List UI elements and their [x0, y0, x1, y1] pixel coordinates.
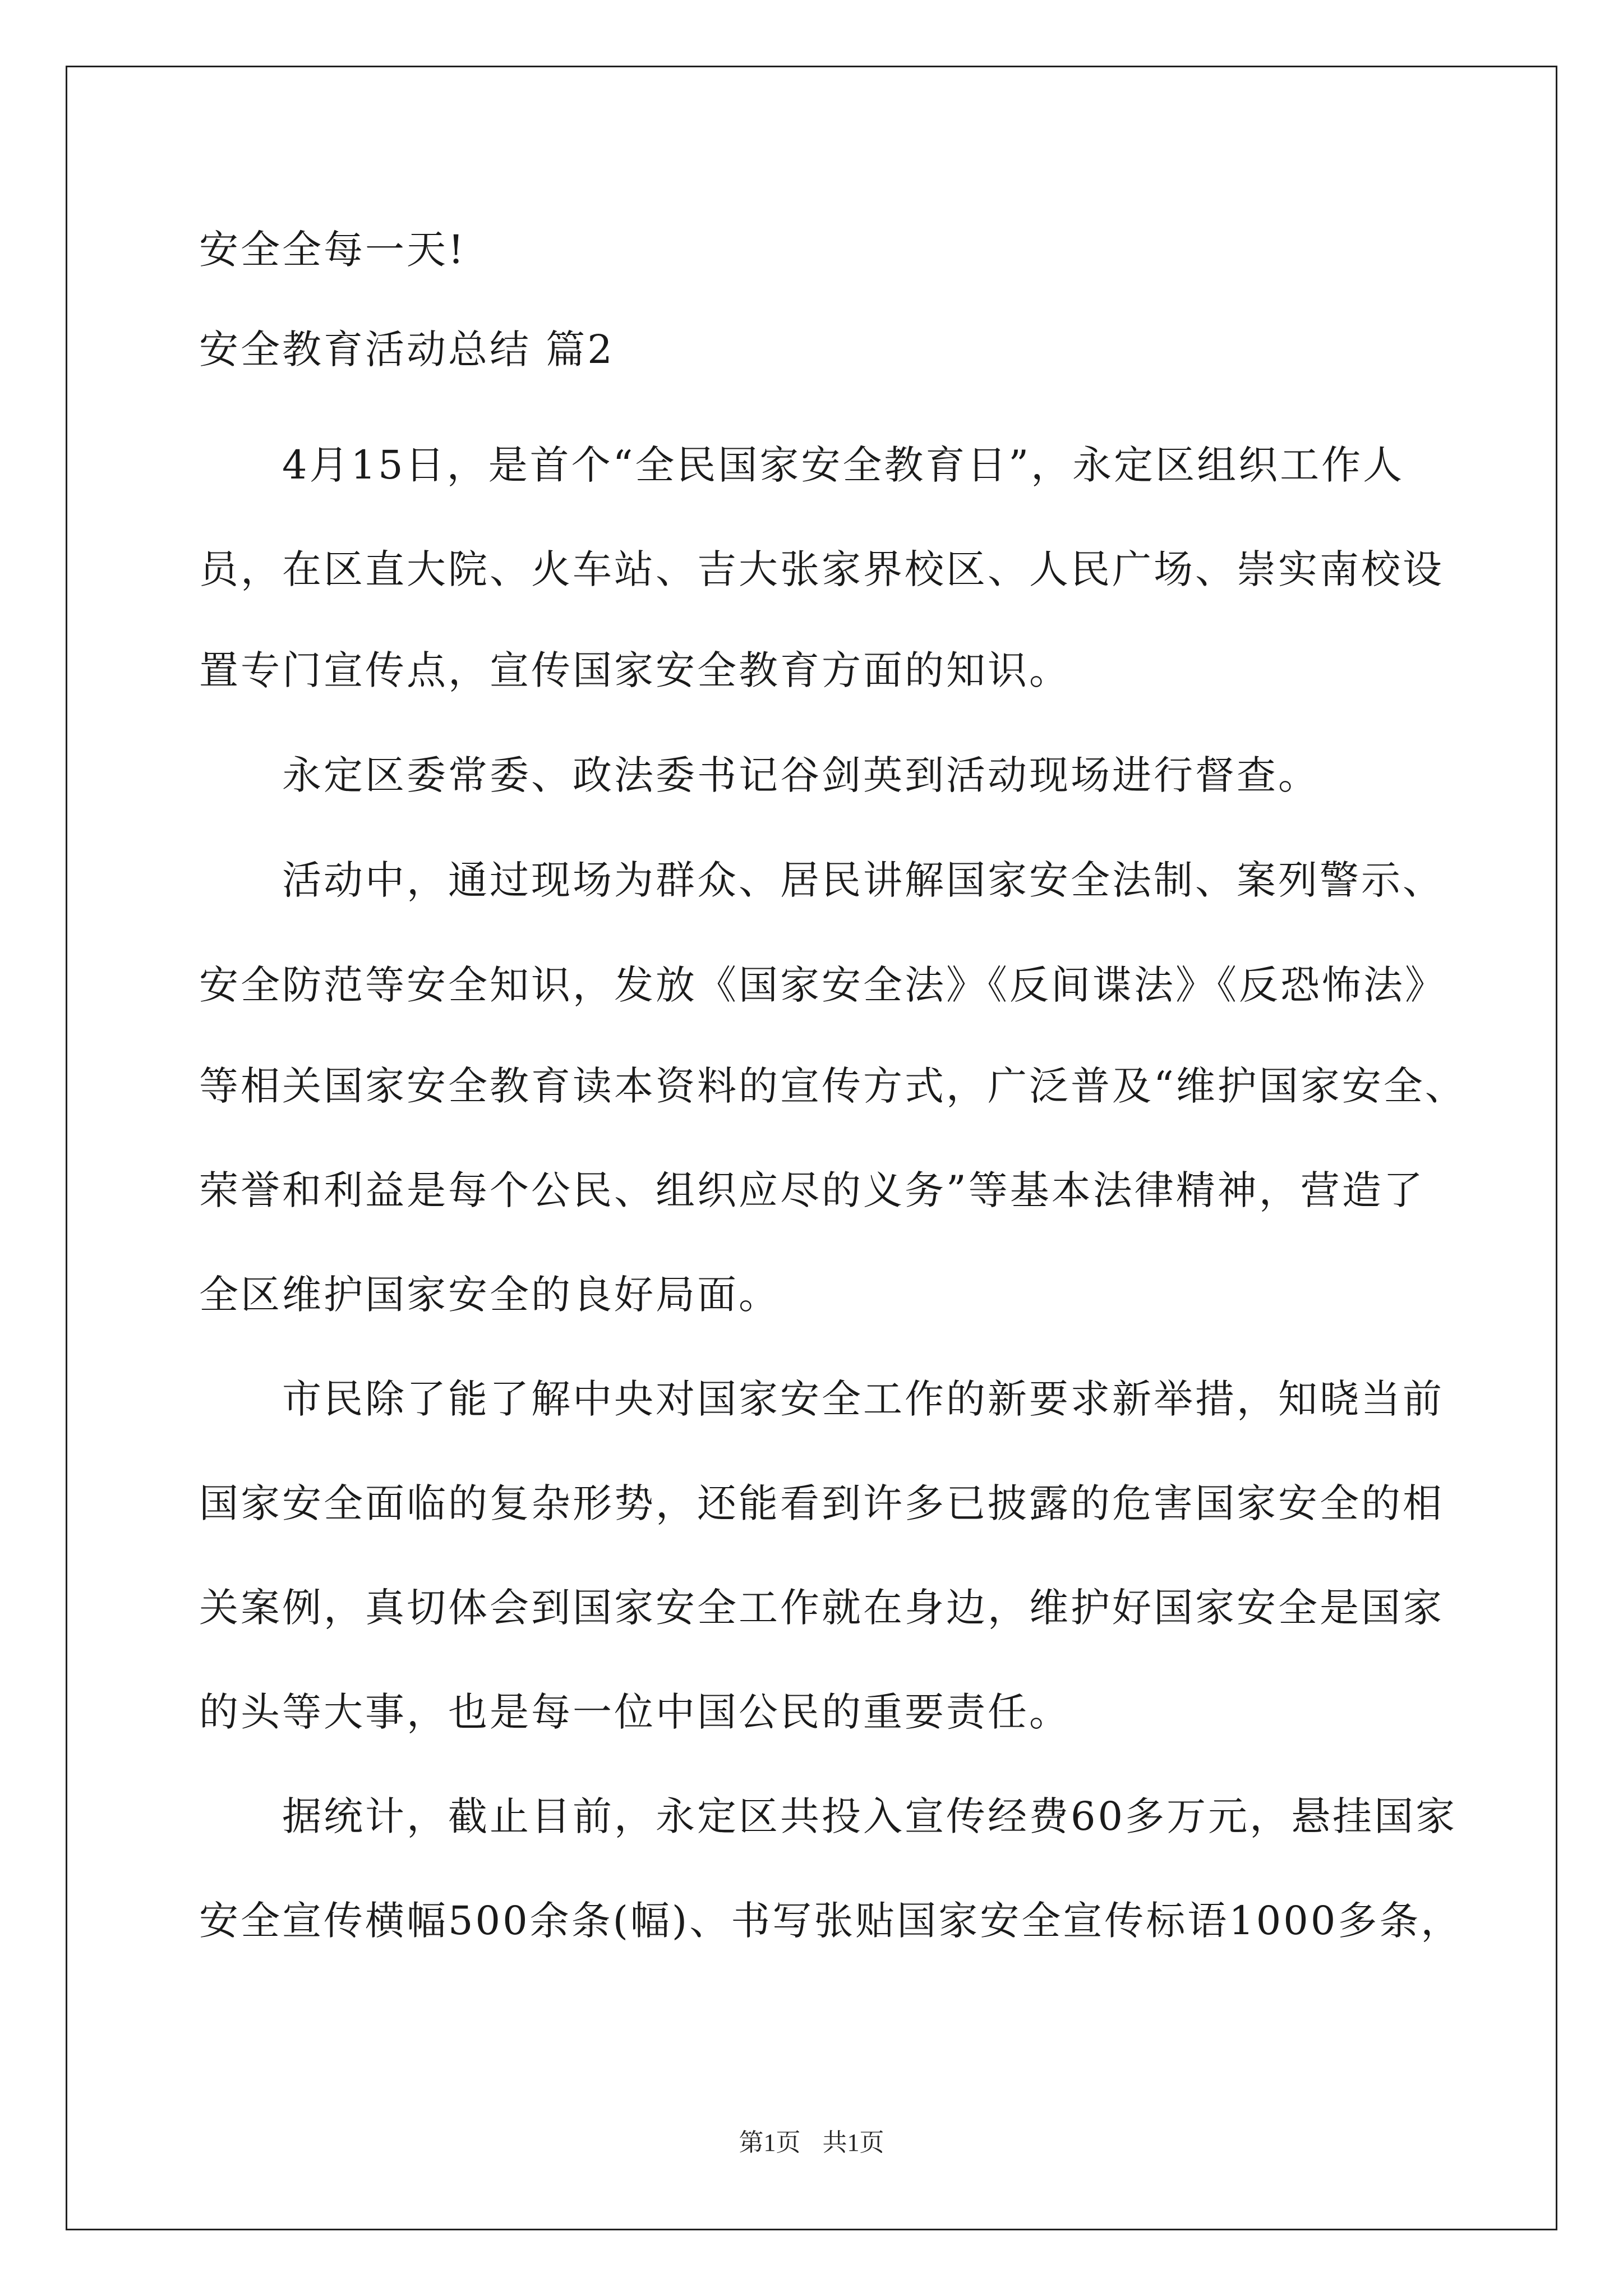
paragraph-line: 全区维护国家安全的良好局面。 [199, 1272, 780, 1318]
paragraph-line: 4月15日，是首个“全民国家安全教育日”，永定区组织工作人 [282, 442, 1405, 488]
paragraph-line: 安全防范等安全知识，发放《国家安全法》《反间谍法》《反恐怖法》 [199, 962, 1446, 1008]
paragraph-line: 活动中，通过现场为群众、居民讲解国家安全法制、案列警示、 [282, 857, 1444, 903]
paragraph-line: 员，在区直大院、火车站、吉大张家界校区、人民广场、崇实南校设 [199, 546, 1444, 592]
paragraph-line: 永定区委常委、政法委书记谷剑英到活动现场进行督查。 [282, 752, 1320, 798]
paragraph-line: 置专门宣传点，宣传国家安全教育方面的知识。 [199, 647, 1071, 693]
paragraph-line: 市民除了能了解中央对国家安全工作的新要求新举措，知晓当前 [282, 1376, 1444, 1422]
paragraph-line: 荣誉和利益是每个公民、组织应尽的义务”等基本法律精神，营造了 [199, 1167, 1425, 1213]
paragraph-line: 的头等大事，也是每一位中国公民的重要责任。 [199, 1689, 1071, 1735]
page-total: 共1页 [822, 2129, 884, 2156]
paragraph-line: 安全宣传横幅500余条(幅)、书写张贴国家安全宣传标语1000多条， [199, 1898, 1463, 1944]
paragraph-line: 等相关国家安全教育读本资料的宣传方式，广泛普及“维护国家安全、 [199, 1063, 1467, 1109]
page-number: 第1页 [739, 2129, 801, 2156]
text-line: 安全全每一天! [199, 227, 467, 273]
section-heading: 安全教育活动总结 篇2 [199, 326, 615, 372]
paragraph-line: 据统计，截止目前，永定区共投入宣传经费60多万元，悬挂国家 [282, 1793, 1458, 1839]
page-footer [0, 2126, 1623, 2160]
paragraph-line: 关案例，真切体会到国家安全工作就在身边，维护好国家安全是国家 [199, 1585, 1444, 1631]
paragraph-line: 国家安全面临的复杂形势，还能看到许多已披露的危害国家安全的相 [199, 1480, 1444, 1526]
